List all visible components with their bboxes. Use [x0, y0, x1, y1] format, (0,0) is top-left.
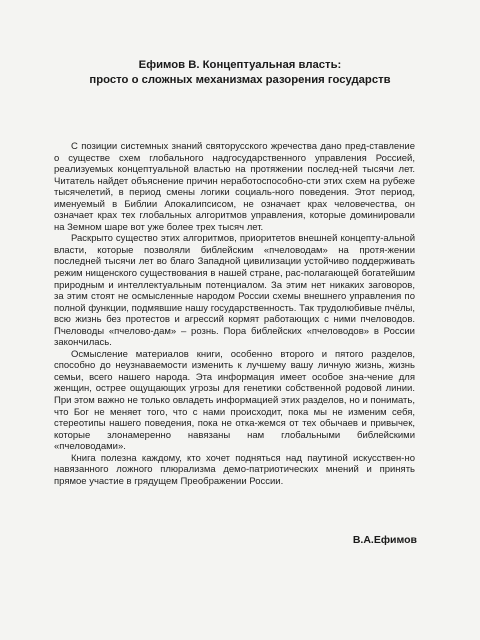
paragraph-4: Книга полезна каждому, кто хочет подняться над паутиной искусствен-но навязанного ложного плюрализма демо-патриотических мнений и принять прямое участие в грядущем Преображении России. [54, 452, 415, 487]
book-subtitle: просто о сложных механизмах разорения государств [89, 74, 391, 86]
author-signature: В.А.Ефимов [352, 534, 417, 546]
book-title-author-line: Ефимов В. Концептуальная власть: [138, 59, 342, 71]
paragraph-2: Раскрыто существо этих алгоритмов, приоритетов внешней концепту-альной власти, которые позволяли библейским «пчеловодам» на протя-жении последней тысячи лет во благо Западной цивилизации устойчиво поддерживать режим нищенского существования в нашей стране, рас-полагающей богатейшим природным и интеллектуальным потенциалом. За этим нет никаких заговоров, за этим стоят не осмысленные народом России схемы внешнего управления по полной функции, подмявшие нашу государственность. Так трудолюбивые пчёлы, всю жизнь без протестов и агрессий кормят работающих с ними пчеловодов. Пчеловоды «пчелово-дам» – рознь. Пора библейских «пчеловодов» в России закончилась. [54, 233, 415, 349]
annotation-text [54, 141, 415, 487]
paragraph-3: Осмысление материалов книги, особенно второго и пятого разделов, способно до неузнаваемости изменить к лучшему вашу личную жизнь, жизнь семьи, всего нашего народа. Эта информация имеет особое зна-чение для женщин, острее ощущающих угрозы для генетики собственной родовой линии. При этом важно не только овладеть информацией этих разделов, но и понимать, что Бог не меняет того, что с нами происходит, пока мы не изменим себя, стереотипы нашего поведения, пока не отка-жемся от тех обычаев и привычек, которые злонамеренно навязаны нам глобальными библейскими «пчеловодами». [54, 348, 415, 453]
paragraph-1: С позиции системных знаний святорусского жречества дано пред-ставление о существе схем глобального надгосударственного управления Россией, реализуемых концептуальной властью на протяжении послед-ней тысячи лет. Читатель найдет объяснение причин неработоспособно-сти этих схем на рубеже тысячелетий, в период смены логики социаль-ного поведения. Этот период, именуемый в Библии Апокалипсисом, не означает крах человечества, он означает крах тех глобальных алгоритмов управления, которые доминировали на Земном шаре вот уже более трех тысяч лет. [54, 141, 415, 233]
